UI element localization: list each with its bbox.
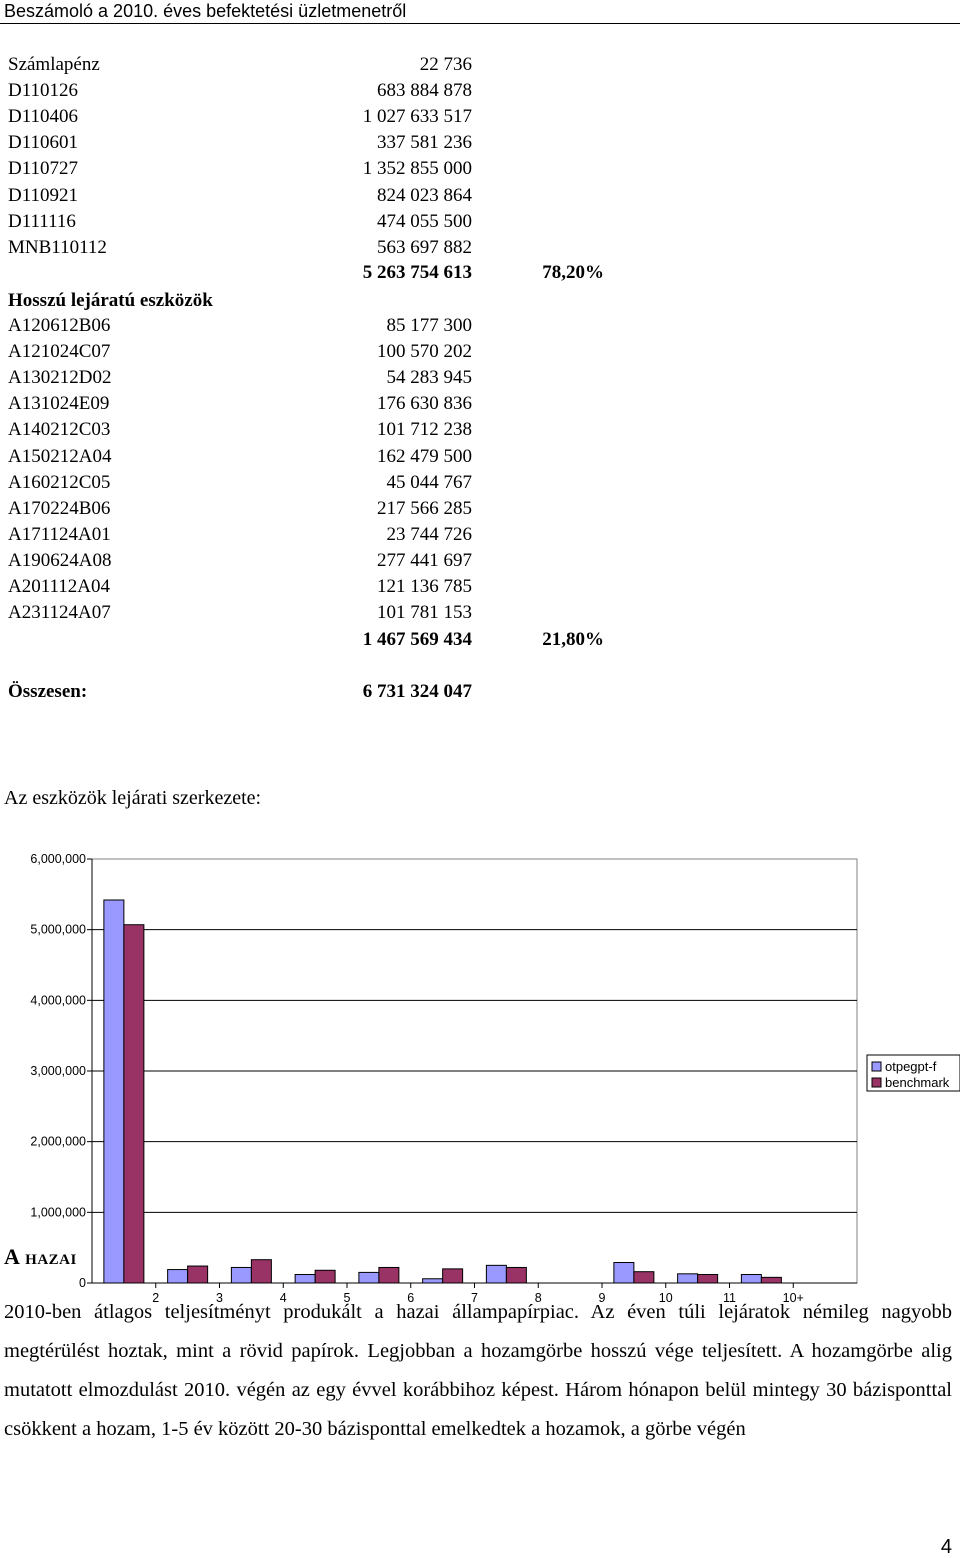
bar-otpegpt-f <box>104 900 124 1283</box>
long-term-total-percent: 21,80% <box>542 629 604 650</box>
asset-name: D110727 <box>8 158 79 180</box>
asset-value: 45 044 767 <box>386 471 472 493</box>
bar-otpegpt-f <box>423 1279 443 1283</box>
long-term-total-row <box>0 627 960 653</box>
x-tick-label: 10+ <box>782 1291 804 1305</box>
bar-benchmark <box>251 1260 271 1283</box>
bar-benchmark <box>698 1275 718 1283</box>
list-item <box>0 209 960 235</box>
x-tick-label: 3 <box>216 1291 223 1305</box>
chart-title: Az eszközök lejárati szerkezete: <box>4 787 262 809</box>
list-item <box>0 313 960 339</box>
list-item <box>0 444 960 470</box>
list-item <box>0 496 960 522</box>
x-tick-label: 6 <box>407 1291 415 1305</box>
bar-otpegpt-f <box>614 1263 634 1283</box>
asset-name: D110406 <box>8 106 79 128</box>
section-heading: A hazai <box>4 1244 77 1269</box>
short-term-total-row <box>0 260 960 286</box>
bar-benchmark <box>761 1277 781 1283</box>
y-tick-label: 6,000,000 <box>30 852 86 866</box>
list-item <box>0 78 960 104</box>
bar-otpegpt-f <box>741 1275 761 1283</box>
asset-name: A231124A07 <box>8 602 111 624</box>
x-tick-label: 8 <box>534 1291 542 1305</box>
short-term-total-value: 5 263 754 613 <box>362 262 472 283</box>
bar-benchmark <box>124 925 144 1283</box>
asset-name: A150212A04 <box>8 445 112 467</box>
asset-name: A171124A01 <box>8 523 111 545</box>
legend-label: otpegpt-f <box>885 1059 937 1074</box>
bar-otpegpt-f <box>486 1265 506 1283</box>
asset-name: A131024E09 <box>8 393 110 415</box>
x-tick-label: 4 <box>279 1291 287 1305</box>
bar-benchmark <box>315 1270 335 1283</box>
asset-value: 1 352 855 000 <box>362 158 472 180</box>
x-tick-label: 9 <box>598 1291 606 1305</box>
bar-otpegpt-f <box>168 1270 188 1283</box>
asset-value: 54 283 945 <box>386 367 472 389</box>
legend-label: benchmark <box>885 1075 950 1090</box>
x-tick-label: 5 <box>343 1291 351 1305</box>
bar-otpegpt-f <box>678 1274 698 1283</box>
asset-value: 474 055 500 <box>377 210 472 232</box>
x-tick-label: 10 <box>658 1291 673 1305</box>
asset-name: A130212D02 <box>8 367 112 389</box>
maturity-structure-chart <box>0 840 960 1320</box>
asset-value: 277 441 697 <box>377 549 472 571</box>
list-item <box>0 104 960 130</box>
asset-value: 337 581 236 <box>377 132 472 154</box>
grand-total-value: 6 731 324 047 <box>362 681 472 702</box>
asset-value: 162 479 500 <box>377 445 472 467</box>
page-number: 4 <box>940 1536 952 1558</box>
grand-total-row <box>0 679 960 705</box>
bar-benchmark <box>379 1267 399 1283</box>
asset-name: A120612B06 <box>8 315 111 336</box>
asset-name: D110126 <box>8 80 79 102</box>
short-term-total-percent: 78,20% <box>542 262 604 283</box>
list-item <box>0 339 960 365</box>
list-item <box>0 522 960 548</box>
bar-benchmark <box>443 1269 463 1283</box>
asset-value: 121 136 785 <box>377 576 472 597</box>
bar-otpegpt-f <box>359 1272 379 1283</box>
asset-name: Számlapénz <box>8 54 100 75</box>
asset-name: MNB110112 <box>8 236 107 258</box>
document-title: Beszámoló a 2010. éves befektetési üzletmenetről <box>4 1 407 21</box>
asset-name: A121024C07 <box>8 341 111 363</box>
asset-value: 824 023 864 <box>377 184 472 206</box>
asset-name: A190624A08 <box>8 549 112 571</box>
asset-value: 22 736 <box>419 54 472 75</box>
y-tick-label: 1,000,000 <box>30 1205 86 1220</box>
list-item <box>0 417 960 443</box>
asset-value: 563 697 882 <box>377 236 472 258</box>
list-item <box>0 183 960 209</box>
list-item <box>0 574 960 600</box>
bar-otpegpt-f <box>295 1275 315 1283</box>
asset-value: 85 177 300 <box>386 315 472 336</box>
bar-benchmark <box>188 1266 208 1283</box>
legend-swatch <box>872 1078 881 1087</box>
asset-name: A170224B06 <box>8 497 111 519</box>
y-tick-label: 0 <box>79 1276 86 1290</box>
list-item <box>0 156 960 182</box>
list-item <box>0 391 960 417</box>
asset-value: 1 027 633 517 <box>362 106 472 128</box>
x-tick-label: 11 <box>723 1291 736 1305</box>
long-term-total-value: 1 467 569 434 <box>362 629 472 650</box>
bar-otpegpt-f <box>231 1267 251 1283</box>
list-item <box>0 548 960 574</box>
x-tick-label: 7 <box>471 1291 478 1305</box>
list-item <box>0 470 960 496</box>
y-tick-label: 2,000,000 <box>30 1134 86 1149</box>
page-header <box>0 0 960 24</box>
y-tick-label: 4,000,000 <box>30 993 86 1008</box>
asset-name: A201112A04 <box>8 576 111 597</box>
long-term-section-title: Hosszú lejáratú eszközök <box>8 290 213 311</box>
list-item <box>0 365 960 391</box>
asset-value: 683 884 878 <box>377 80 472 102</box>
asset-name: D110921 <box>8 184 79 206</box>
y-tick-label: 5,000,000 <box>30 922 86 937</box>
y-tick-label: 3,000,000 <box>30 1064 86 1078</box>
grand-total-label: Összesen: <box>8 681 88 702</box>
legend-swatch <box>872 1062 881 1071</box>
asset-name: D111116 <box>8 210 76 232</box>
asset-name: D110601 <box>8 132 79 154</box>
body-paragraph: 2010-ben átlagos teljesítményt produkált a hazai állampapírpiac. Az éven túli lejáratok némileg nagyobb megtérülést hoztak, mint a rövid papírok. Legjobban a hozamgörbe hosszú vége teljesített. A hozamgörbe alig mutatott elmozdulást 2010. végén az egy évvel korábbihoz képest. Három hónapon belül mintegy 30 bázisponttal csökkent a hozam, 1-5 év között 20-30 bázisponttal emelkedtek a hozamok, a görbe végén <box>4 1301 952 1440</box>
asset-value: 101 781 153 <box>377 602 472 624</box>
asset-value: 23 744 726 <box>386 523 472 545</box>
asset-value: 176 630 836 <box>377 393 472 415</box>
bar-benchmark <box>506 1267 526 1283</box>
asset-value: 100 570 202 <box>377 341 472 363</box>
list-item <box>0 130 960 156</box>
asset-value: 101 712 238 <box>377 419 472 441</box>
list-item <box>0 600 960 626</box>
list-item <box>0 52 960 78</box>
list-item <box>0 235 960 261</box>
asset-value: 217 566 285 <box>377 497 472 519</box>
x-tick-label: 2 <box>152 1291 160 1305</box>
asset-name: A140212C03 <box>8 419 111 441</box>
bar-benchmark <box>634 1272 654 1283</box>
asset-name: A160212C05 <box>8 471 111 493</box>
